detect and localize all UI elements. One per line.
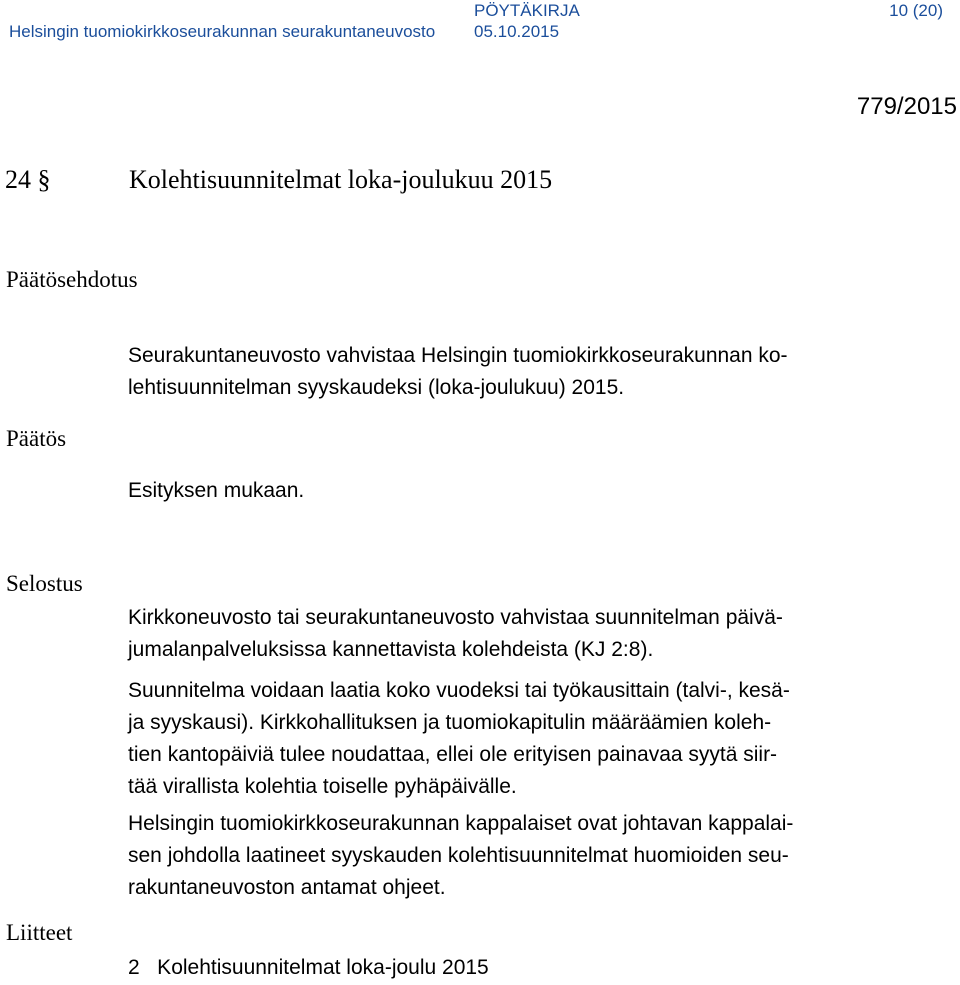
explanation-line: rakuntaneuvoston antamat ohjeet. [128,876,446,899]
explanation-line: tää virallista kolehtia toiselle pyhäpäivälle. [128,775,517,798]
explanation-paragraph-1 [128,602,783,666]
explanation-line: Kirkkoneuvosto tai seurakuntaneuvosto vahvistaa suunnitelman päivä- [128,606,783,629]
decision-text: Esityksen mukaan. [128,479,305,502]
explanation-paragraph-2 [128,675,790,803]
explanation-line: Suunnitelma voidaan laatia koko vuodeksi tai työkausittain (talvi-, kesä- [128,679,790,702]
explanation-line: tien kantopäiviä tulee noudattaa, ellei ole erityisen painavaa syytä siir- [128,743,778,766]
explanation-line: jumalanpalveluksissa kannettavista kolehdeista (KJ 2:8). [128,638,654,661]
proposal-line: Seurakuntaneuvosto vahvistaa Helsingin tuomiokirkkoseurakunnan ko- [128,344,788,367]
explanation-line: Helsingin tuomiokirkkoseurakunnan kappalaiset ovat johtavan kappalai- [128,812,794,835]
section-title: Kolehtisuunnitelmat loka-joulukuu 2015 [129,165,553,194]
explanation-line: ja syyskausi). Kirkkohallituksen ja tuomiokapitulin määräämien koleh- [128,711,772,734]
proposal-heading: Päätösehdotus [6,267,138,292]
proposal-line: lehtisuunnitelman syyskaudeksi (loka-joulukuu) 2015. [128,376,625,399]
attachments-heading: Liitteet [6,920,73,945]
header-page-number: 10 (20) [889,1,943,20]
header-organization: Helsingin tuomiokirkkoseurakunnan seurakuntaneuvosto [9,22,436,41]
header-document-type: PÖYTÄKIRJA [474,1,580,20]
explanation-heading: Selostus [6,571,83,596]
header-date: 05.10.2015 [474,22,560,41]
attachment-item: 2 Kolehtisuunnitelmat loka-joulu 2015 [128,956,489,979]
proposal-text [128,340,788,404]
document-number: 779/2015 [856,93,957,120]
decision-heading: Päätös [6,426,67,451]
explanation-line: sen johdolla laatineet syyskauden kolehtisuunnitelmat huomioiden seu- [128,844,789,867]
explanation-paragraph-3 [128,808,793,904]
section-number: 24 § [5,165,51,194]
